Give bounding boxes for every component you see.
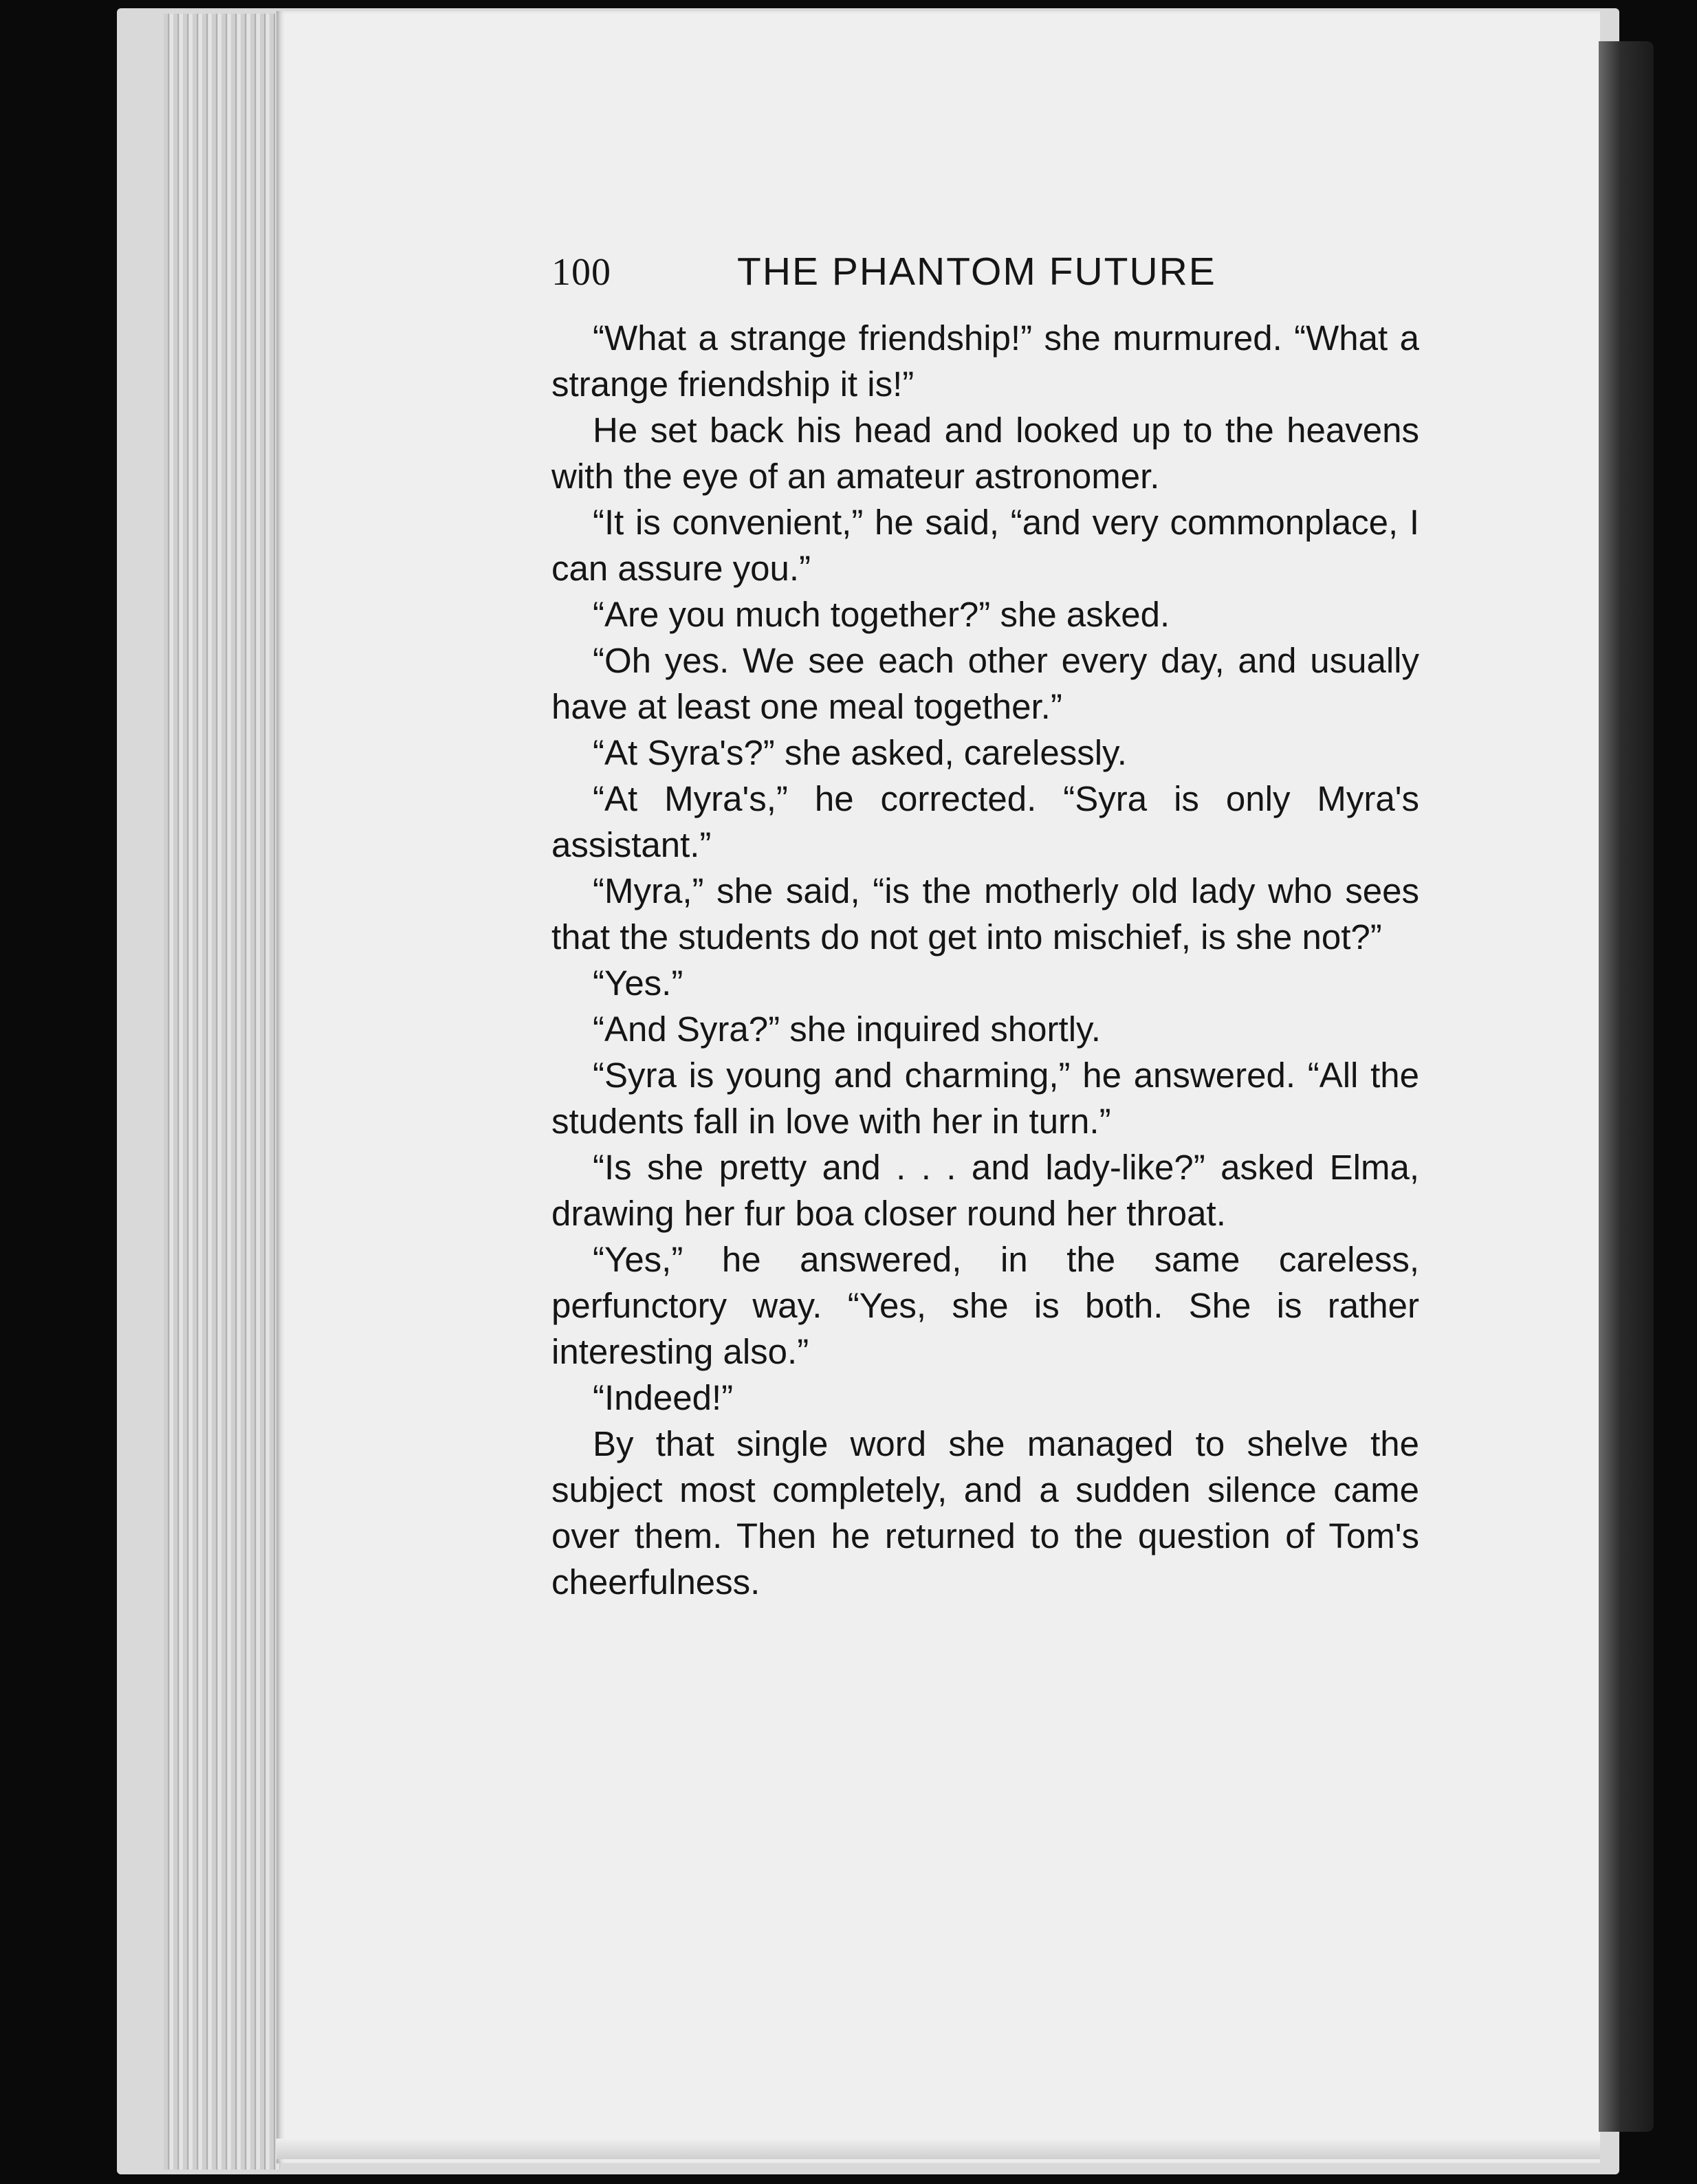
running-head [551, 249, 1419, 311]
paragraph: “Myra,” she said, “is the motherly old lady who sees that the students do not get into mischief, is she not?” [551, 871, 1419, 957]
book-title: THE PHANTOM FUTURE [737, 250, 1216, 294]
paragraph: “Syra is young and charming,” he answered. “All the students fall in love with her in turn.” [551, 1056, 1419, 1141]
paragraph: “Yes.” [593, 963, 683, 1003]
paragraph: “At Syra's?” she asked, carelessly. [593, 733, 1127, 772]
paragraph: “And Syra?” she inquired shortly. [593, 1009, 1101, 1049]
paragraph: “Is she pretty and . . . and lady-like?” asked Elma, drawing her fur boa closer round her throat. [551, 1148, 1419, 1233]
paragraph: He set back his head and looked up to the heavens with the eye of an amateur astronomer. [551, 411, 1419, 496]
page-number: 100 [551, 251, 611, 294]
paragraph: “Are you much together?” she asked. [593, 595, 1170, 634]
paragraph: “What a strange friendship!” she murmured. “What a strange friendship it is!” [551, 318, 1419, 404]
binding-shadow [1599, 41, 1654, 2132]
paragraph: “At Myra's,” he corrected. “Syra is only Myra's assistant.” [551, 779, 1419, 864]
stacked-page-edges [164, 14, 281, 2170]
paragraph: “Yes,” he answered, in the same careless, perfunctory way. “Yes, she is both. She is rather interesting also.” [551, 1240, 1419, 1371]
paragraph: By that single word she managed to shelve the subject most completely, and a sudden silence came over them. Then he returned to the question of Tom's cheerfulness. [551, 1424, 1419, 1602]
paragraph: “Indeed!” [593, 1378, 734, 1417]
page-bottom-edge [276, 2139, 1600, 2159]
paragraph: “Oh yes. We see each other every day, and usually have at least one meal together.” [551, 641, 1419, 726]
page-text-block [551, 249, 1419, 1605]
paragraph: “It is convenient,” he said, “and very commonplace, I can assure you.” [551, 503, 1419, 588]
